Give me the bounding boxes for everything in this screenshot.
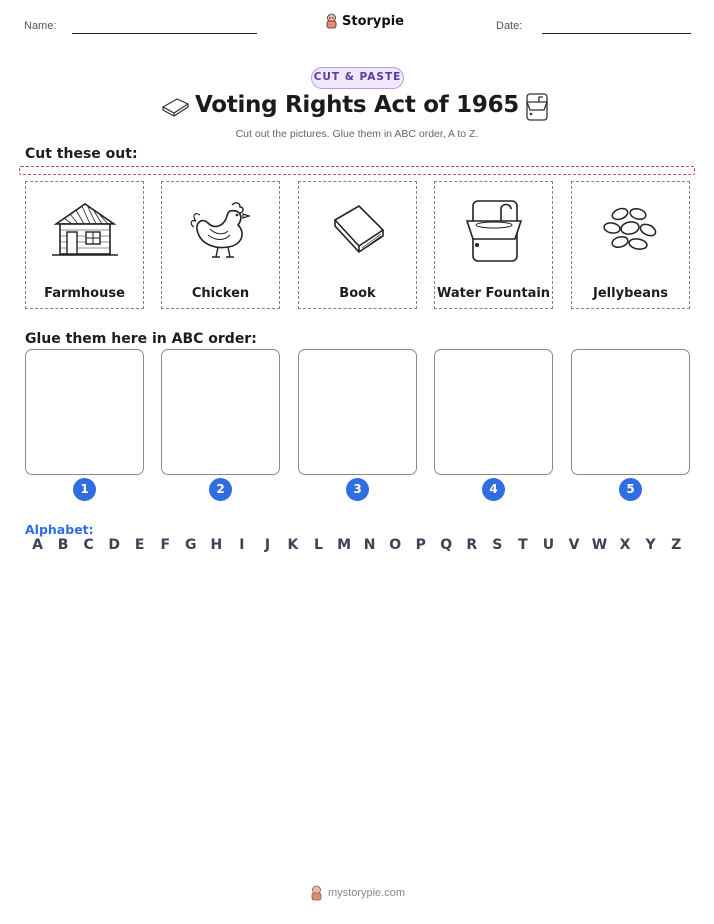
order-number: 4	[482, 478, 505, 501]
date-label: Date:	[496, 20, 523, 32]
chicken-icon	[188, 197, 254, 263]
glue-box-5[interactable]	[571, 349, 690, 475]
farmhouse-icon	[50, 200, 120, 260]
alphabet-letter: H	[210, 537, 223, 553]
cut-card-label: Water Fountain	[436, 286, 551, 301]
cut-heading: Cut these out:	[25, 146, 138, 162]
activity-badge: CUT & PASTE	[311, 67, 404, 89]
alphabet-letter: C	[83, 537, 94, 553]
cut-card-label: Farmhouse	[44, 286, 125, 301]
cut-card-farmhouse[interactable]	[25, 181, 144, 309]
alphabet-row	[25, 537, 689, 553]
brand-name: Storypie	[342, 13, 404, 29]
cut-card-water-fountain[interactable]	[434, 181, 553, 309]
book-icon	[325, 200, 391, 260]
alphabet-letter: B	[57, 537, 69, 553]
alphabet-letter: F	[160, 537, 171, 553]
glue-box-4[interactable]	[434, 349, 553, 475]
alphabet-letter: E	[134, 537, 145, 553]
alphabet-letter: M	[337, 537, 352, 553]
glue-box-3[interactable]	[298, 349, 417, 475]
brand	[324, 13, 404, 29]
alphabet-letter: J	[264, 537, 271, 553]
alphabet-letter: V	[568, 537, 580, 553]
alphabet-letter: U	[542, 537, 555, 553]
order-number: 1	[73, 478, 96, 501]
alphabet-letter: W	[591, 537, 608, 553]
alphabet-letter: L	[314, 537, 323, 553]
alphabet-letter: D	[108, 537, 120, 553]
storypie-logo-icon	[309, 885, 324, 901]
name-line	[72, 33, 257, 34]
alphabet-letter: A	[32, 537, 43, 553]
alphabet-letter: R	[466, 537, 478, 553]
cut-card-label: Jellybeans	[593, 286, 668, 301]
alphabet-letter: T	[518, 537, 528, 553]
water-fountain-icon	[522, 90, 552, 122]
alphabet-letter: X	[619, 537, 631, 553]
alphabet-letter: Q	[440, 537, 453, 553]
order-number: 2	[209, 478, 232, 501]
water-fountain-icon	[461, 195, 527, 265]
alphabet-letter: I	[239, 537, 245, 553]
alphabet-letter: S	[492, 537, 503, 553]
date-line	[542, 33, 691, 34]
cut-card-label: Chicken	[191, 286, 250, 301]
order-number: 3	[346, 478, 369, 501]
name-label: Name:	[24, 20, 57, 32]
cut-card-chicken[interactable]	[161, 181, 280, 309]
footer	[0, 885, 714, 901]
alphabet-letter: Y	[645, 537, 656, 553]
alphabet-letter: G	[185, 537, 197, 553]
cut-line	[19, 166, 695, 175]
footer-url[interactable]: mystorypie.com	[327, 887, 406, 899]
glue-heading: Glue them here in ABC order:	[25, 331, 257, 347]
alphabet-heading: Alphabet:	[25, 522, 94, 537]
alphabet-letter: O	[389, 537, 402, 553]
page-title: Voting Rights Act of 1965	[195, 92, 519, 118]
order-number: 5	[619, 478, 642, 501]
glue-box-1[interactable]	[25, 349, 144, 475]
glue-box-2[interactable]	[161, 349, 280, 475]
cut-card-jellybeans[interactable]	[571, 181, 690, 309]
alphabet-letter: P	[415, 537, 426, 553]
instructions: Cut out the pictures. Glue them in ABC order, A to Z.	[235, 128, 479, 140]
jellybeans-icon	[598, 200, 664, 260]
alphabet-letter: Z	[671, 537, 682, 553]
alphabet-letter: N	[363, 537, 376, 553]
cut-card-label: Book	[339, 286, 376, 301]
cut-card-book[interactable]	[298, 181, 417, 309]
storypie-logo-icon	[324, 13, 339, 29]
alphabet-letter: K	[287, 537, 299, 553]
